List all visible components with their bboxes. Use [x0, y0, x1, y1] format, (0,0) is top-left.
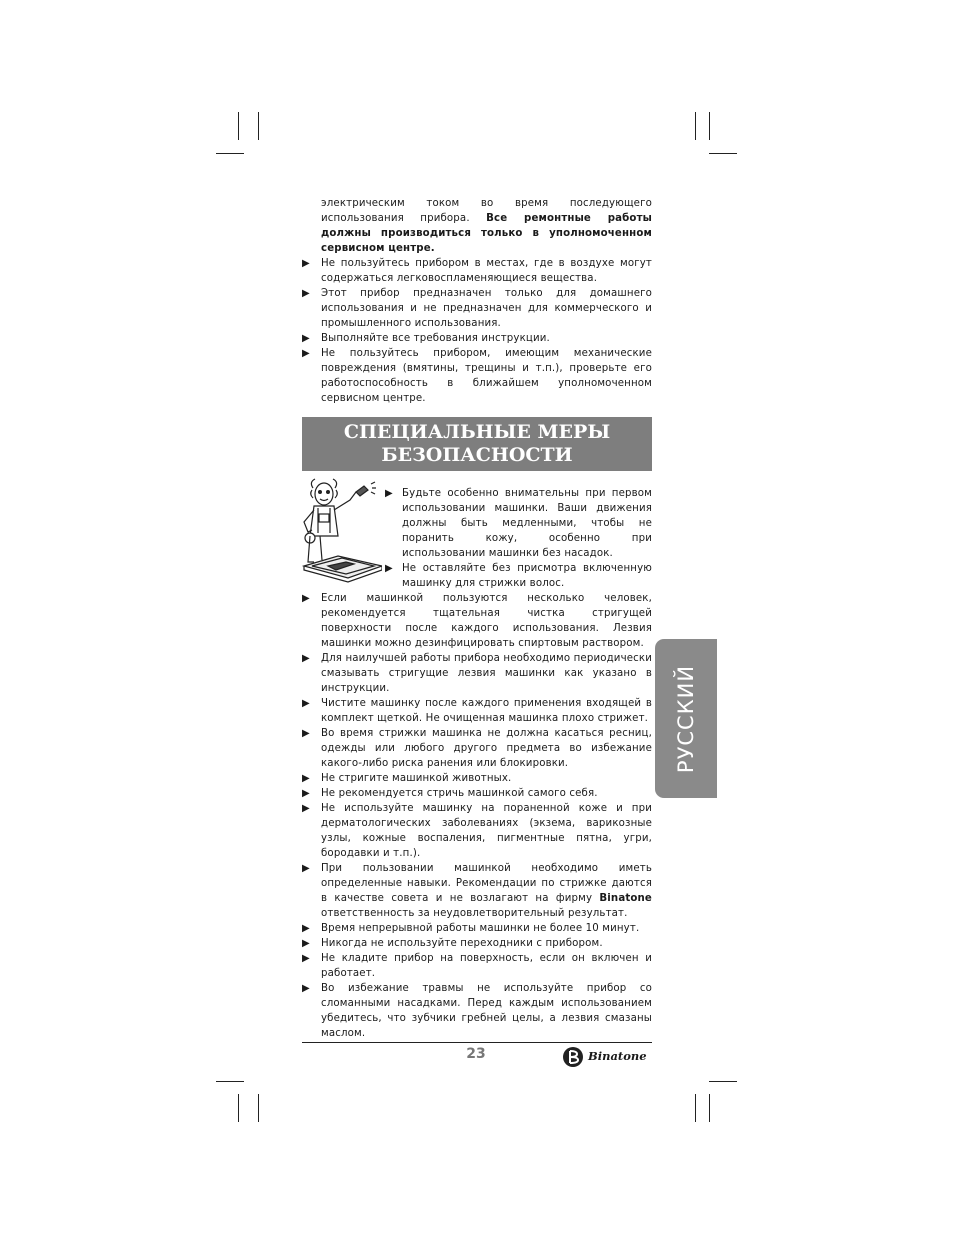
list-item — [302, 951, 652, 981]
crop-mark — [695, 112, 696, 140]
crop-mark — [238, 1094, 239, 1122]
intro-bold-text: Все ремонтные работы должны производиться только в уполномоченном сервисном центре. — [321, 213, 652, 254]
language-tab-label: РУССКИЙ — [674, 664, 698, 773]
intro-paragraph — [302, 196, 652, 256]
list-item-text: Никогда не используйте переходники с прибором. — [321, 938, 603, 949]
list-item-text: Не стригите машинкой животных. — [321, 773, 512, 784]
triangle-right-icon: ▶ — [302, 258, 310, 269]
list-item — [302, 256, 652, 286]
triangle-right-icon: ▶ — [302, 923, 310, 934]
crop-mark — [238, 112, 239, 140]
page-number: 23 — [466, 1046, 486, 1062]
section-title-line: БЕЗОПАСНОСТИ — [381, 444, 573, 466]
list-item — [302, 346, 652, 406]
list-item — [302, 591, 652, 651]
triangle-right-icon: ▶ — [302, 773, 310, 784]
list-item-text: Не оставляйте без присмотра включенную машинку для стрижки волос. — [402, 563, 652, 589]
list-item-text: Не рекомендуется стричь машинкой самого себя. — [321, 788, 598, 799]
list-item — [302, 936, 652, 951]
triangle-right-icon: ▶ — [302, 728, 310, 739]
triangle-right-icon: ▶ — [302, 863, 310, 874]
list-item-text: Не пользуйтесь прибором, имеющим механические повреждения (вмятины, трещины и т.п.), проверьте его работоспособность в ближайшем уполномоченном сервисном центре. — [321, 348, 652, 404]
triangle-right-icon: ▶ — [302, 788, 310, 799]
triangle-right-icon: ▶ — [302, 803, 310, 814]
triangle-right-icon: ▶ — [385, 563, 393, 574]
crop-mark — [709, 1081, 737, 1082]
list-item-text: ответственность за неудовлетворительный результат. — [321, 908, 628, 919]
top-text-block — [302, 196, 652, 406]
list-item — [302, 331, 652, 346]
crop-mark — [709, 112, 710, 140]
list-item — [302, 726, 652, 771]
crop-mark — [216, 1081, 244, 1082]
triangle-right-icon: ▶ — [302, 333, 310, 344]
list-item-text: Во избежание травмы не используйте прибор со сломанными насадками. Перед каждым использованием убедитесь, что зубчики гребней целы, а лезвия смазаны маслом. — [321, 983, 652, 1039]
list-item — [385, 561, 652, 591]
triangle-right-icon: ▶ — [302, 348, 310, 359]
list-item-text: Во время стрижки машинка не должна касаться ресниц, одежды или любого другого предмета во избежание какого-либо риска ранения или блокировки. — [321, 728, 652, 769]
list-item-text: Будьте особенно внимательны при первом использовании машинки. Ваши движения должны быть медленными, чтобы не поранить кожу, особенно при использовании машинки без насадок. — [402, 488, 652, 559]
logo-wordmark: Binatone — [588, 1049, 647, 1063]
crop-mark — [709, 153, 737, 154]
list-item-text: Не пользуйтесь прибором в местах, где в воздухе могут содержаться легковоспламеняющиеся вещества. — [321, 258, 652, 284]
section-title-line: СПЕЦИАЛЬНЫЕ МЕРЫ — [343, 421, 611, 443]
list-item — [385, 486, 652, 561]
list-item-text: Не используйте машинку на пораненной коже и при дерматологических заболеваниях (экзема, варикозные узлы, кожные воспаления, пигментные пятна, угри, бородавки и т.п.). — [321, 803, 652, 859]
crop-mark — [258, 1094, 259, 1122]
crop-mark — [216, 153, 244, 154]
binatone-logo-icon — [562, 1046, 586, 1068]
list-item — [302, 861, 652, 921]
triangle-right-icon: ▶ — [385, 488, 393, 499]
triangle-right-icon: ▶ — [302, 983, 310, 994]
list-item-text: Выполняйте все требования инструкции. — [321, 333, 550, 344]
crop-mark — [258, 112, 259, 140]
language-tab — [655, 639, 717, 798]
crop-mark — [695, 1094, 696, 1122]
list-item-text: Время непрерывной работы машинки не более 10 минут. — [321, 923, 640, 934]
list-item — [302, 801, 652, 861]
crop-mark — [709, 1094, 710, 1122]
list-item-text: Если машинкой пользуются несколько человек, рекомендуется тщательная чистка стригущей поверхности после каждого использования. Лезвия машинки можно дезинфицировать спиртовым раствором. — [321, 593, 652, 649]
list-item — [302, 771, 652, 786]
footer-divider — [302, 1042, 652, 1043]
triangle-right-icon: ▶ — [302, 698, 310, 709]
list-item-text: Не кладите прибор на поверхность, если он включен и работает. — [321, 953, 652, 979]
list-item-text: Этот прибор предназначен только для домашнего использования и не предназначен для коммерческого и промышленного использования. — [321, 288, 652, 329]
list-item-text: Для наилучшей работы прибора необходимо периодически смазывать стригущие лезвия машинки как указано в инструкции. — [321, 653, 652, 694]
list-item-text: При пользовании машинкой необходимо иметь определенные навыки. Рекомендации по стрижке даются в качестве совета и не возлагают на фирму — [321, 863, 652, 904]
list-item — [302, 786, 652, 801]
intro-text: электрическим током во время последующего использования прибора. — [321, 198, 652, 224]
triangle-right-icon: ▶ — [302, 953, 310, 964]
list-item — [302, 286, 652, 331]
triangle-right-icon: ▶ — [302, 593, 310, 604]
list-item — [302, 921, 652, 936]
triangle-right-icon: ▶ — [302, 938, 310, 949]
list-item — [302, 981, 652, 1041]
triangle-right-icon: ▶ — [302, 288, 310, 299]
section-title — [302, 417, 652, 471]
triangle-right-icon: ▶ — [302, 653, 310, 664]
brand-name: Binatone — [599, 893, 652, 904]
list-item — [302, 651, 652, 696]
list-item-text: Чистите машинку после каждого применения входящей в комплект щеткой. Не очищенная машинка плохо стрижет. — [321, 698, 652, 724]
special-text-block — [302, 486, 652, 1041]
list-item — [302, 696, 652, 726]
